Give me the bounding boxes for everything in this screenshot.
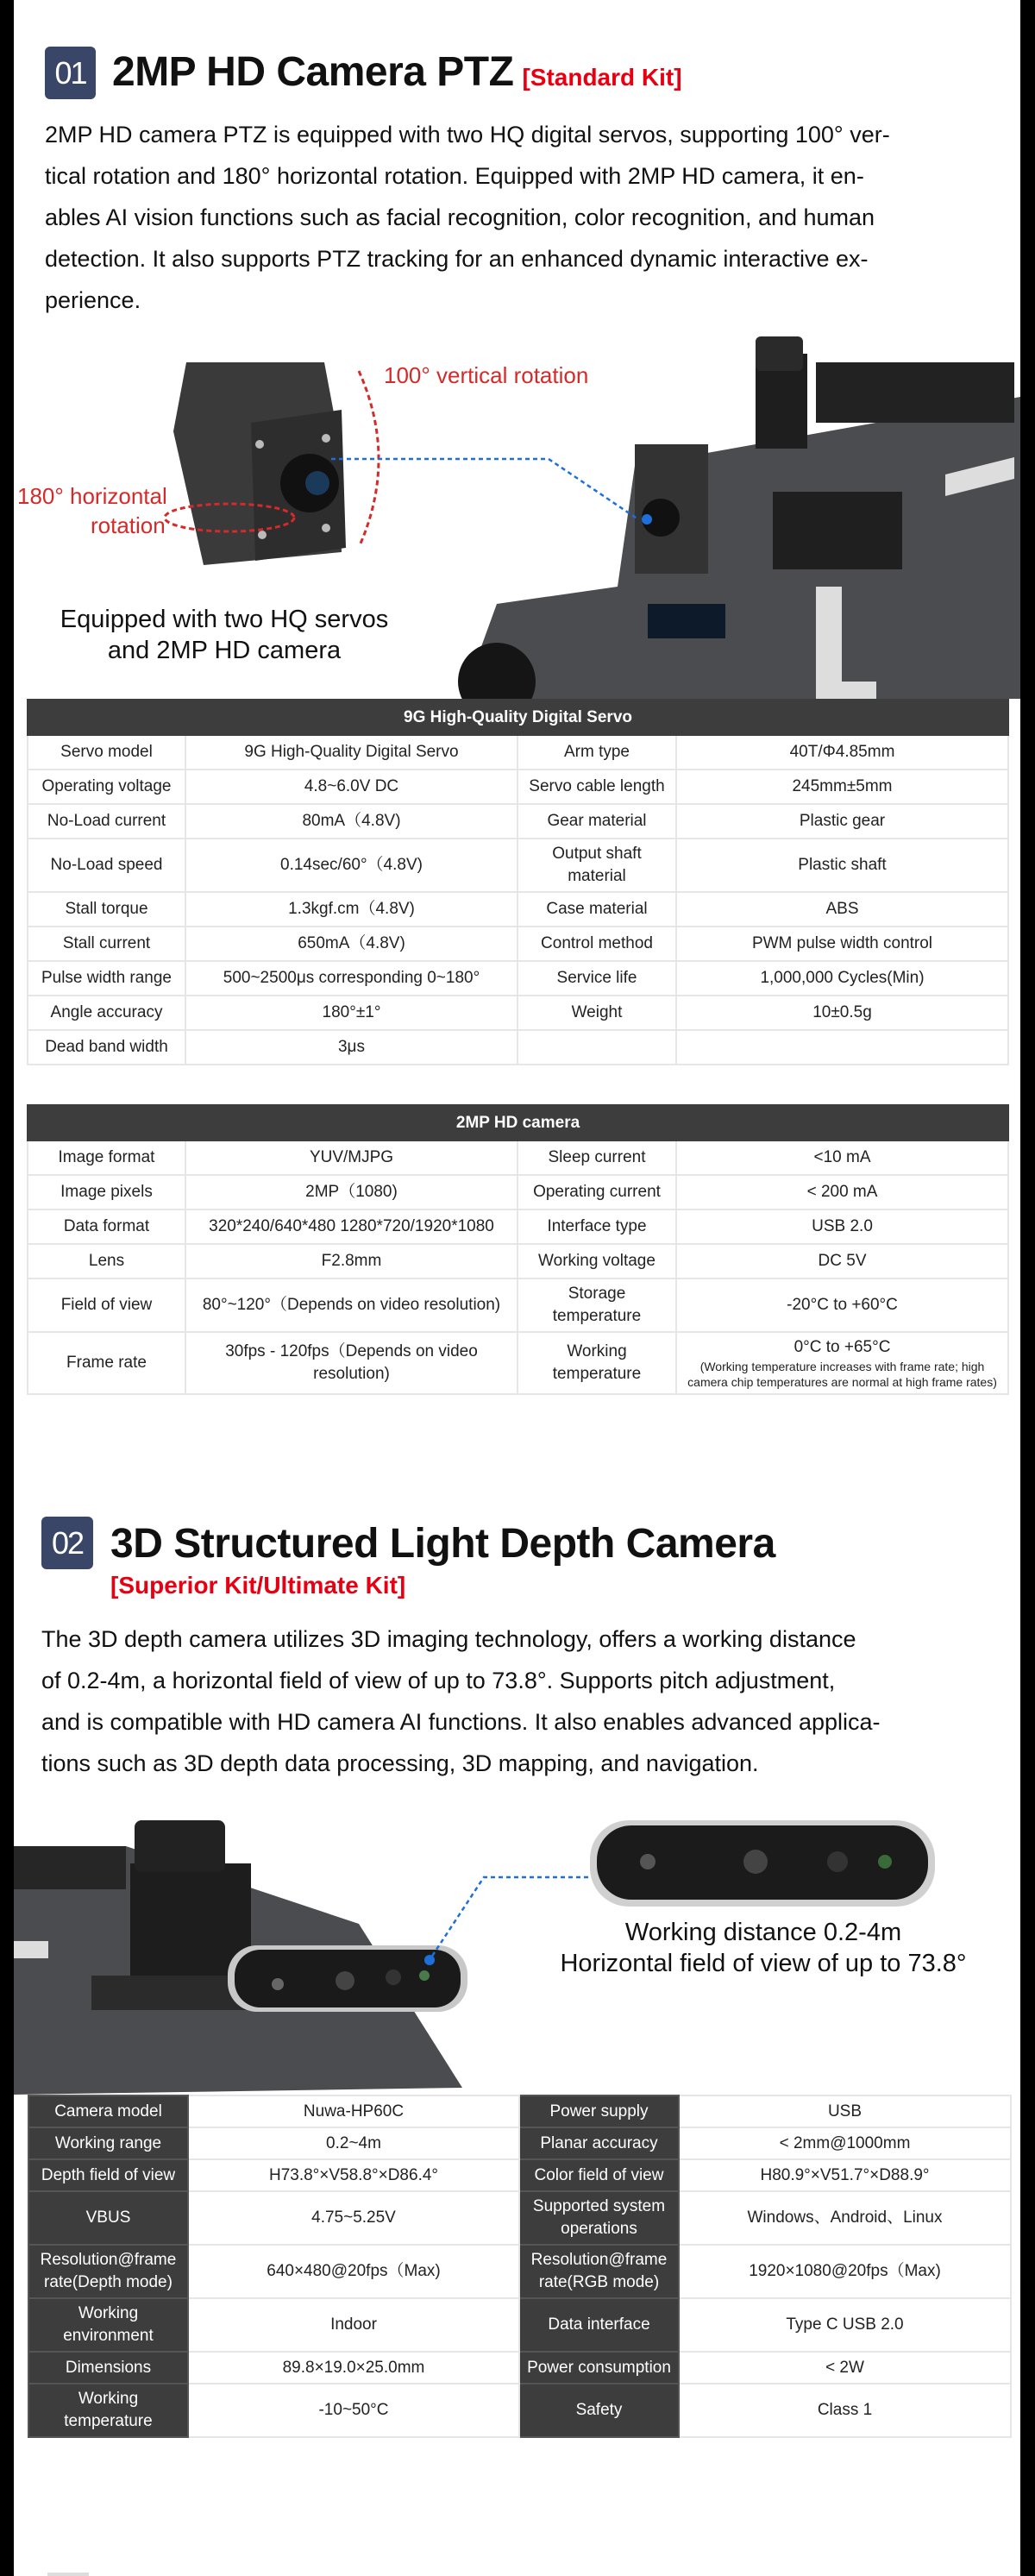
spec-label <box>28 2245 188 2298</box>
description-line: The 3D depth camera utilizes 3D imaging technology, offers a working distance <box>41 1626 856 1652</box>
spec-value-text: Nuwa-HP60C <box>303 2102 405 2120</box>
servo-spec-table <box>27 699 1009 1065</box>
spec-value-text: YUV/MJPG <box>309 1148 394 1166</box>
spec-label-text: No-Load speed <box>50 856 163 874</box>
spec-value <box>188 2384 519 2437</box>
spec-value-text: Type C USB 2.0 <box>786 2315 904 2334</box>
spec-value <box>676 1209 1008 1244</box>
spec-value-text: 1,000,000 Cycles(Min) <box>760 969 925 987</box>
spec-label <box>28 839 185 892</box>
spec-value-text: H80.9°×V51.7°×D88.9° <box>760 2165 930 2184</box>
spec-value <box>676 1332 1008 1394</box>
table-row <box>28 2159 1011 2191</box>
spec-label <box>519 2127 679 2159</box>
spec-value <box>676 1279 1008 1332</box>
spec-value-text: 2MP（1080) <box>305 1183 398 1201</box>
kit-label: [Superior Kit/Ultimate Kit] <box>110 1572 406 1599</box>
right-edge <box>1020 0 1035 2576</box>
depth-camera-spec-table <box>28 2095 1012 2438</box>
spec-label-text: Operating current <box>533 1183 661 1201</box>
table-row <box>28 1332 1008 1394</box>
spec-label <box>518 770 676 804</box>
spec-value <box>188 2127 519 2159</box>
spec-label-text: Data format <box>63 1217 150 1235</box>
next-section-badge-top <box>47 2573 89 2576</box>
spec-label-text: Field of view <box>60 1296 153 1314</box>
table-row <box>28 1244 1008 1279</box>
spec-value-text: Plastic shaft <box>798 856 887 874</box>
table-row <box>28 1279 1008 1332</box>
spec-label <box>518 1244 676 1279</box>
spec-label-text: Arm type <box>563 743 630 761</box>
section-number-badge: 01 <box>45 47 96 99</box>
spec-value <box>185 996 518 1030</box>
description-line: tions such as 3D depth data processing, 3D mapping, and navigation. <box>41 1750 759 1776</box>
robot-icon <box>458 336 1020 699</box>
horizontal-rotation-label: 180° horizontal <box>17 483 167 509</box>
spec-label-text: Frame rate <box>66 1354 147 1372</box>
spec-label-text: Control method <box>541 934 653 952</box>
spec-label <box>28 1279 185 1332</box>
spec-value-text: 650mA（4.8V) <box>298 934 405 952</box>
description-line: ables AI vision functions such as facial recognition, color recognition, and human <box>45 204 875 230</box>
spec-label-text: Safety <box>575 2401 623 2419</box>
spec-label-text: Image format <box>58 1148 155 1166</box>
left-edge <box>0 0 14 2576</box>
spec-value <box>185 1244 518 1279</box>
spec-label <box>519 2352 679 2384</box>
spec-value <box>188 2159 519 2191</box>
spec-label-text: Storage temperature <box>552 1285 642 1325</box>
spec-label-text: Working environment <box>63 2304 154 2345</box>
spec-value <box>679 2159 1011 2191</box>
spec-label <box>518 839 676 892</box>
spec-label <box>518 927 676 961</box>
spec-note: (Working temperature increases with frame rate; high camera chip temperatures are normal at high frame rates) <box>687 1360 997 1389</box>
spec-value <box>676 770 1008 804</box>
spec-value-text: <10 mA <box>813 1148 871 1166</box>
description-line: perience. <box>45 287 141 313</box>
spec-value <box>676 839 1008 892</box>
spec-label <box>28 1244 185 1279</box>
spec-label-text: Stall current <box>62 934 151 952</box>
spec-label <box>519 2384 679 2437</box>
spec-value-text: 0.2~4m <box>326 2133 381 2152</box>
spec-value <box>676 1140 1008 1175</box>
spec-value-text: 80mA（4.8V) <box>302 812 401 830</box>
spec-label <box>28 1175 185 1209</box>
spec-value-text: 89.8×19.0×25.0mm <box>282 2358 425 2377</box>
spec-value <box>188 2095 519 2127</box>
spec-label <box>28 961 185 996</box>
spec-label-text: Data interface <box>548 2315 650 2334</box>
spec-value <box>188 2298 519 2352</box>
spec-value-text: 40T/Φ4.85mm <box>789 743 895 761</box>
spec-label <box>519 2095 679 2127</box>
spec-label-text: Service life <box>556 969 637 987</box>
ptz-caption <box>26 604 423 666</box>
spec-label-text: Working range <box>54 2133 162 2152</box>
spec-value <box>185 839 518 892</box>
description-line: of 0.2-4m, a horizontal field of view of up to 73.8°. Supports pitch adjustment, <box>41 1668 836 1693</box>
section-title-text: 2MP HD Camera PTZ <box>112 49 514 95</box>
spec-value-text: -20°C to +60°C <box>787 1296 898 1314</box>
spec-label-text: Servo cable length <box>529 777 665 795</box>
spec-label <box>28 770 185 804</box>
spec-value-text: 320*240/640*480 1280*720/1920*1080 <box>209 1217 494 1235</box>
spec-value <box>679 2298 1011 2352</box>
spec-label-text: Weight <box>571 1003 623 1021</box>
spec-value-text: F2.8mm <box>321 1252 382 1270</box>
spec-label <box>518 1332 676 1394</box>
spec-value-text: < 200 mA <box>806 1183 878 1201</box>
section-description <box>41 1618 1007 1784</box>
caption-line: Working distance 0.2-4m <box>624 1919 902 1946</box>
spec-label <box>518 1175 676 1209</box>
spec-label <box>518 1140 676 1175</box>
spec-value <box>185 735 518 770</box>
spec-label <box>518 1030 676 1065</box>
spec-label-text: Dead band width <box>45 1038 168 1056</box>
spec-label <box>28 2127 188 2159</box>
spec-value <box>185 927 518 961</box>
spec-label-text: Angle accuracy <box>50 1003 163 1021</box>
spec-label-text: Resolution@frame rate(Depth mode) <box>40 2251 177 2291</box>
spec-value <box>185 1279 518 1332</box>
table-row <box>28 804 1008 839</box>
spec-value <box>679 2127 1011 2159</box>
spec-value <box>676 804 1008 839</box>
kit-label: [Standard Kit] <box>522 64 682 91</box>
spec-label <box>28 2095 188 2127</box>
table-row <box>28 2384 1011 2437</box>
spec-value <box>679 2245 1011 2298</box>
spec-value <box>676 1175 1008 1209</box>
spec-value-text: 30fps - 120fps（Depends on video resolution) <box>225 1342 478 1383</box>
spec-value-text: PWM pulse width control <box>751 934 933 952</box>
spec-value-text: Indoor <box>330 2315 377 2334</box>
spec-label-text: Lens <box>88 1252 125 1270</box>
table-row <box>28 996 1008 1030</box>
description-line: 2MP HD camera PTZ is equipped with two HQ digital servos, supporting 100° ver- <box>45 122 890 148</box>
spec-label <box>518 804 676 839</box>
spec-value-text: 0.14sec/60°（4.8V) <box>280 856 423 874</box>
caption-line: Horizontal field of view of up to 73.8° <box>560 1950 967 1977</box>
spec-label-text: Working temperature <box>64 2390 153 2430</box>
table-row <box>28 927 1008 961</box>
table-row <box>28 1140 1008 1175</box>
table-row <box>28 735 1008 770</box>
spec-label <box>28 927 185 961</box>
spec-value-text: Plastic gear <box>799 812 886 830</box>
spec-value-text: 1.3kgf.cm（4.8V) <box>288 900 415 918</box>
table-row <box>28 1030 1008 1065</box>
spec-label-text: Supported system operations <box>532 2197 666 2238</box>
spec-value <box>676 735 1008 770</box>
spec-label-text: Dimensions <box>65 2358 152 2377</box>
table-row <box>28 839 1008 892</box>
spec-label-text: Servo model <box>60 743 153 761</box>
spec-value <box>185 804 518 839</box>
section-number-badge: 02 <box>41 1517 93 1569</box>
spec-value <box>185 961 518 996</box>
table-row <box>28 892 1008 927</box>
spec-value <box>679 2095 1011 2127</box>
spec-label <box>28 2159 188 2191</box>
spec-label <box>28 1332 185 1394</box>
spec-value <box>188 2352 519 2384</box>
spec-label-text: Depth field of view <box>41 2165 176 2184</box>
spec-value-text: ABS <box>825 900 859 918</box>
spec-label-text: Pulse width range <box>41 969 172 987</box>
spec-label <box>518 735 676 770</box>
spec-value <box>185 1175 518 1209</box>
description-line: tical rotation and 180° horizontal rotation. Equipped with 2MP HD camera, it en- <box>45 163 864 189</box>
spec-value-text: 1920×1080@20fps（Max) <box>749 2262 941 2280</box>
spec-value <box>188 2245 519 2298</box>
spec-value <box>185 1030 518 1065</box>
spec-label <box>518 1209 676 1244</box>
spec-label <box>518 996 676 1030</box>
robot-icon <box>14 1820 467 2095</box>
spec-label <box>519 2298 679 2352</box>
section-title: 3D Structured Light Depth Camera <box>110 1521 775 1567</box>
table-row <box>28 1209 1008 1244</box>
description-line: detection. It also supports PTZ tracking for an enhanced dynamic interactive ex- <box>45 246 869 272</box>
depth-camera-icon <box>590 1820 935 1907</box>
spec-label <box>28 1030 185 1065</box>
spec-label <box>28 1209 185 1244</box>
table-row <box>28 961 1008 996</box>
spec-label <box>28 2352 188 2384</box>
spec-value <box>676 1244 1008 1279</box>
table-row <box>28 2298 1011 2352</box>
spec-value <box>185 892 518 927</box>
spec-label <box>28 1140 185 1175</box>
table-row <box>28 1175 1008 1209</box>
spec-value <box>679 2352 1011 2384</box>
spec-value-text: 500~2500μs corresponding 0~180° <box>223 969 480 987</box>
spec-label <box>28 892 185 927</box>
description-line: and is compatible with HD camera AI functions. It also enables advanced applica- <box>41 1709 881 1735</box>
spec-value <box>185 1140 518 1175</box>
spec-value <box>679 2384 1011 2437</box>
spec-value-text: 245mm±5mm <box>792 777 893 795</box>
vertical-rotation-label: 100° vertical rotation <box>384 362 589 388</box>
spec-label-text: No-Load current <box>47 812 166 830</box>
spec-label-text: Resolution@frame rate(RGB mode) <box>530 2251 668 2291</box>
table-row <box>28 2191 1011 2245</box>
spec-value <box>676 961 1008 996</box>
spec-value-text: H73.8°×V58.8°×D86.4° <box>268 2165 439 2184</box>
spec-value <box>188 2191 519 2245</box>
table-header: 9G High-Quality Digital Servo <box>28 700 1008 735</box>
spec-label-text: Power supply <box>549 2102 649 2120</box>
horizontal-rotation-label-2: rotation <box>91 512 166 538</box>
spec-value <box>185 770 518 804</box>
spec-value-text: 4.75~5.25V <box>311 2208 396 2227</box>
spec-value-text: DC 5V <box>818 1252 867 1270</box>
table-row <box>28 770 1008 804</box>
spec-value-text: 4.8~6.0V DC <box>304 777 399 795</box>
spec-label-text: Operating voltage <box>41 777 172 795</box>
spec-label <box>518 1279 676 1332</box>
spec-value <box>679 2191 1011 2245</box>
spec-label <box>28 2384 188 2437</box>
spec-label-text: Case material <box>546 900 648 918</box>
spec-label-text: VBUS <box>85 2208 131 2227</box>
spec-label-text: Sleep current <box>548 1148 646 1166</box>
spec-label <box>28 2191 188 2245</box>
spec-label-text: Planar accuracy <box>540 2133 658 2152</box>
spec-label <box>518 961 676 996</box>
table-header: 2MP HD camera <box>28 1105 1008 1140</box>
spec-value-text: USB <box>827 2102 862 2120</box>
spec-label <box>519 2191 679 2245</box>
spec-value <box>676 1030 1008 1065</box>
spec-label-text: Power consumption <box>527 2358 671 2377</box>
spec-label-text: Working temperature <box>552 1342 642 1383</box>
table-row <box>28 2127 1011 2159</box>
spec-value-text: < 2W <box>825 2358 864 2377</box>
spec-value-text: 180°±1° <box>322 1003 381 1021</box>
spec-label <box>28 804 185 839</box>
caption-line: and 2MP HD camera <box>107 637 342 664</box>
spec-label <box>28 735 185 770</box>
section-description <box>45 114 1011 321</box>
spec-value <box>676 996 1008 1030</box>
spec-label <box>519 2159 679 2191</box>
spec-label-text: Output shaft material <box>552 845 642 885</box>
spec-value-text: Windows、Android、Linux <box>747 2208 943 2227</box>
spec-label <box>28 996 185 1030</box>
spec-label-text: Gear material <box>547 812 647 830</box>
spec-value-text: 0°C to +65°C <box>794 1338 891 1356</box>
table-row <box>28 2095 1011 2127</box>
spec-label-text: Stall torque <box>65 900 148 918</box>
spec-label-text: Color field of view <box>534 2165 664 2184</box>
spec-value <box>676 892 1008 927</box>
spec-value-text: 3μs <box>337 1038 365 1056</box>
depth-caption <box>518 1917 1009 1979</box>
table-row <box>28 2245 1011 2298</box>
spec-label <box>518 892 676 927</box>
table-row <box>28 2352 1011 2384</box>
spec-value-text: 9G High-Quality Digital Servo <box>244 743 459 761</box>
spec-label-text: Image pixels <box>60 1183 153 1201</box>
spec-value <box>185 1209 518 1244</box>
spec-value-text: 10±0.5g <box>812 1003 872 1021</box>
camera-spec-table <box>27 1104 1009 1395</box>
spec-value-text: USB 2.0 <box>812 1217 873 1235</box>
spec-value-text: 640×480@20fps（Max) <box>267 2262 441 2280</box>
spec-label <box>519 2245 679 2298</box>
spec-value-text: -10~50°C <box>318 2401 389 2419</box>
section-title <box>112 48 682 96</box>
spec-value-text: < 2mm@1000mm <box>779 2133 911 2152</box>
spec-value-text: 80°~120°（Depends on video resolution) <box>202 1296 501 1314</box>
spec-label <box>28 2298 188 2352</box>
spec-label-text: Interface type <box>547 1217 647 1235</box>
spec-value <box>185 1332 518 1394</box>
spec-value-text: Class 1 <box>817 2401 873 2419</box>
spec-label-text: Camera model <box>54 2102 162 2120</box>
caption-line: Equipped with two HQ servos <box>60 606 389 633</box>
spec-label-text: Working voltage <box>538 1252 656 1270</box>
spec-value <box>676 927 1008 961</box>
